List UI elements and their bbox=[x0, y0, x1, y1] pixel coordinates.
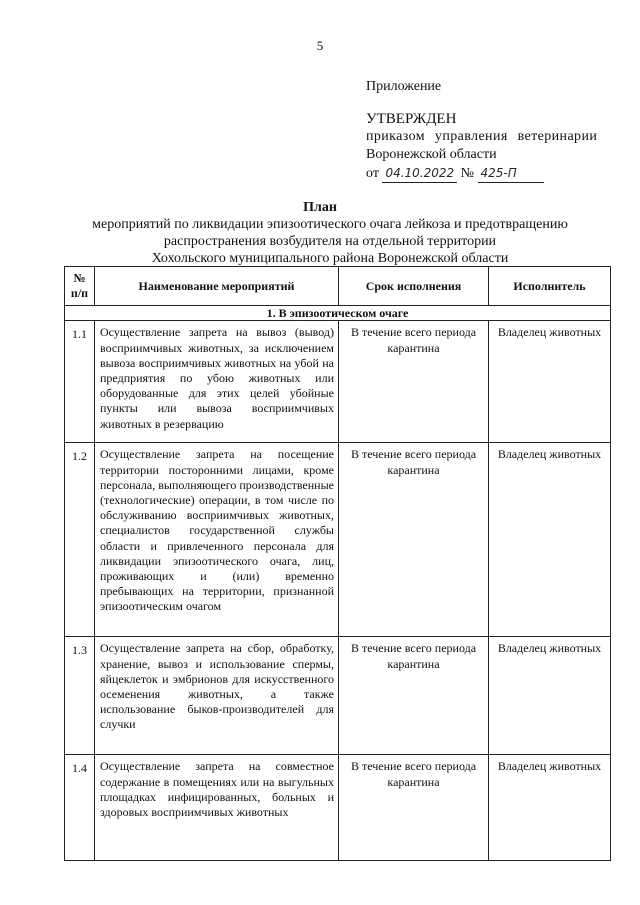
measures-table bbox=[64, 266, 611, 861]
table-row bbox=[65, 755, 611, 861]
page-number: 5 bbox=[316, 38, 324, 53]
table-row bbox=[65, 443, 611, 637]
document-title: План bbox=[303, 200, 337, 215]
handwritten-date: 04.10.2022 bbox=[382, 164, 457, 183]
header-measure-name: Наименование мероприятий bbox=[95, 267, 339, 306]
approval-order-block bbox=[366, 128, 610, 183]
row-number: 1.1 bbox=[65, 321, 95, 443]
table-row bbox=[65, 321, 611, 443]
header-number: № п/п bbox=[65, 267, 95, 306]
table-row bbox=[65, 637, 611, 755]
subtitle-line: Хохольского муниципального района Воронежской области bbox=[151, 251, 509, 266]
section-title: 1. В эпизоотическом очаге bbox=[65, 306, 611, 321]
order-line-2: Воронежской области bbox=[366, 147, 497, 162]
row-executor: Владелец животных bbox=[489, 321, 611, 443]
section-row bbox=[65, 306, 611, 321]
row-measure: Осуществление запрета на вывоз (вывод) восприимчивых животных, за исключением вывоза восприимчивых животных на убой на предприятия по убою животных или оборудованные для этих целей убойные пункты или вывоза восприимчивых животных в резервацию bbox=[95, 321, 339, 443]
subtitle-line: распространения возбудителя на отдельной территории bbox=[163, 234, 497, 249]
row-number: 1.4 bbox=[65, 755, 95, 861]
row-executor: Владелец животных bbox=[489, 637, 611, 755]
subtitle-line: мероприятий по ликвидации эпизоотического очага лейкоза и предотвращению bbox=[92, 217, 568, 232]
row-deadline: В течение всего периода карантина bbox=[339, 637, 489, 755]
row-deadline: В течение всего периода карантина bbox=[339, 321, 489, 443]
header-executor: Исполнитель bbox=[489, 267, 611, 306]
order-text: приказом управления ветеринарии bbox=[366, 129, 598, 144]
row-number: 1.3 bbox=[65, 637, 95, 755]
date-prefix: от bbox=[366, 166, 379, 181]
handwritten-order-number: 425-П bbox=[478, 164, 544, 183]
row-deadline: В течение всего периода карантина bbox=[339, 755, 489, 861]
order-date-line bbox=[366, 164, 610, 183]
appendix-label: Приложение bbox=[366, 79, 442, 94]
table-header-row bbox=[65, 267, 611, 306]
document-subtitle bbox=[60, 216, 600, 267]
number-prefix: № bbox=[460, 166, 475, 181]
row-executor: Владелец животных bbox=[489, 443, 611, 637]
row-measure: Осуществление запрета на сбор, обработку, хранение, вывоз и использование спермы, яйцеклеток и эмбрионов для искусственного осеменения животных, а также использование быков-производителей для случки bbox=[95, 637, 339, 755]
row-measure: Осуществление запрета на совместное содержание в помещениях или на выгульных площадках инфицированных, больных и здоровых восприимчивых животных bbox=[95, 755, 339, 861]
order-line-1 bbox=[366, 128, 610, 146]
row-measure: Осуществление запрета на посещение территории посторонними лицами, кроме персонала, выполняющего производственные (технологические) операции, в том числе по обслуживанию восприимчивых животных, специалистов государственной службы области и привлеченного персонала для ликвидации эпизоотического очага, лиц, проживающих и (или) временно пребывающих на территории, признанной эпизоотическим очагом bbox=[95, 443, 339, 637]
header-deadline: Срок исполнения bbox=[339, 267, 489, 306]
approved-label: УТВЕРЖДЕН bbox=[366, 111, 457, 127]
row-number: 1.2 bbox=[65, 443, 95, 637]
row-executor: Владелец животных bbox=[489, 755, 611, 861]
row-deadline: В течение всего периода карантина bbox=[339, 443, 489, 637]
